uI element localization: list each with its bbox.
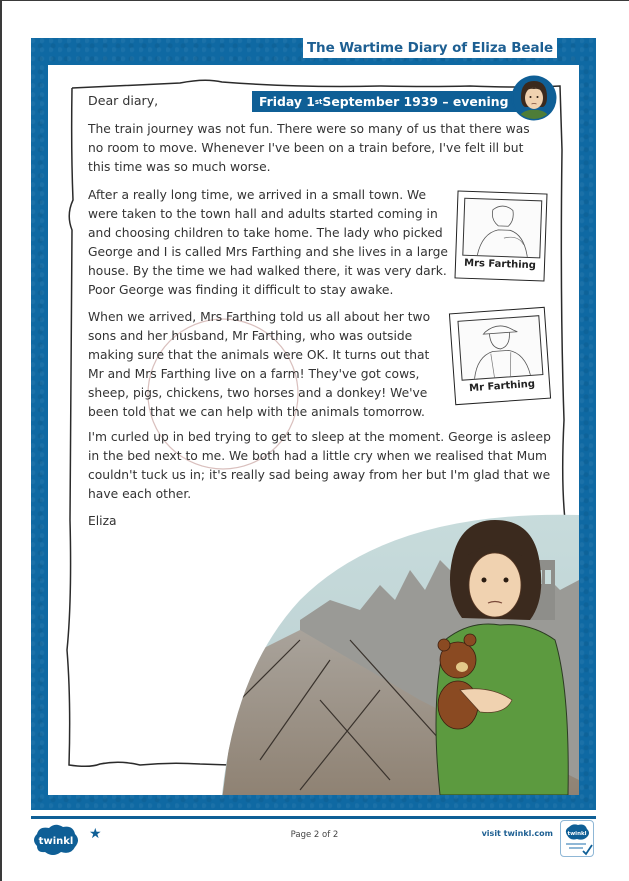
photo-caption: Mrs Farthing — [463, 257, 537, 272]
mr-farthing-sketch — [457, 315, 543, 381]
badge-logo-text: twinkl — [567, 831, 587, 837]
diary-paragraph: When we arrived, Mrs Farthing told us all about her two sons and her husband, Mr Farthing, who was outside making sure that the animals were OK. It turns out that Mr and Mrs Farthing live on a farm! They've got cows, sheep, pigs, chickens, two horses and a donkey! We've been told that we can help with the animals tomorrow. — [88, 310, 431, 419]
diary-paragraph: I'm curled up in bed trying to get to sleep at the moment. George is asleep in the bed next to me. We both had a little cry when we realised that Mum couldn't tuck us in; it's really sad being away from her but I'm glad that we have each other. — [88, 430, 551, 501]
quality-badge-icon — [561, 821, 593, 856]
footer-divider — [31, 816, 596, 819]
photo-mr-farthing — [449, 307, 551, 405]
twinkl-logo[interactable] — [31, 822, 81, 862]
photo-mrs-farthing — [454, 190, 547, 281]
visit-link[interactable]: visit twinkl.com — [481, 829, 553, 838]
diary-signature: Eliza — [88, 514, 117, 528]
diary-date-banner — [252, 91, 522, 112]
date-text: Friday 1 — [259, 94, 315, 109]
page-title: The Wartime Diary of Eliza Beale — [303, 38, 557, 58]
quality-standard-badge — [560, 820, 594, 857]
diary-paragraph: After a really long time, we arrived in a small town. We were taken to the town hall and adults started coming in and choosing children to take home. The lady who picked George and I is called Mrs Farthing and she lives in a large house. By the time we had walked there, it was very dark. Poor George was finding it difficult to stay awake. — [88, 188, 448, 297]
diary-greeting: Dear diary, — [88, 93, 159, 108]
twinkl-logo-text: twinkl — [38, 836, 74, 847]
eliza-avatar — [513, 77, 555, 119]
photo-caption: Mr Farthing — [468, 378, 536, 395]
mrs-farthing-sketch — [462, 198, 542, 259]
diary-paragraph: The train journey was not fun. There were so many of us that there was no room to move. Whenever I've been on a train before, I've felt ill but this time was so much worse. — [88, 122, 530, 174]
girl-illustration — [220, 505, 580, 800]
date-ordinal: st — [314, 97, 323, 106]
eliza-portrait-icon — [513, 77, 555, 119]
page-number: Page 2 of 2 — [290, 830, 339, 840]
twinkl-cloud-icon — [31, 822, 81, 858]
star-icon[interactable]: ★ — [89, 826, 102, 842]
date-text-rest: September 1939 – evening — [322, 94, 509, 109]
